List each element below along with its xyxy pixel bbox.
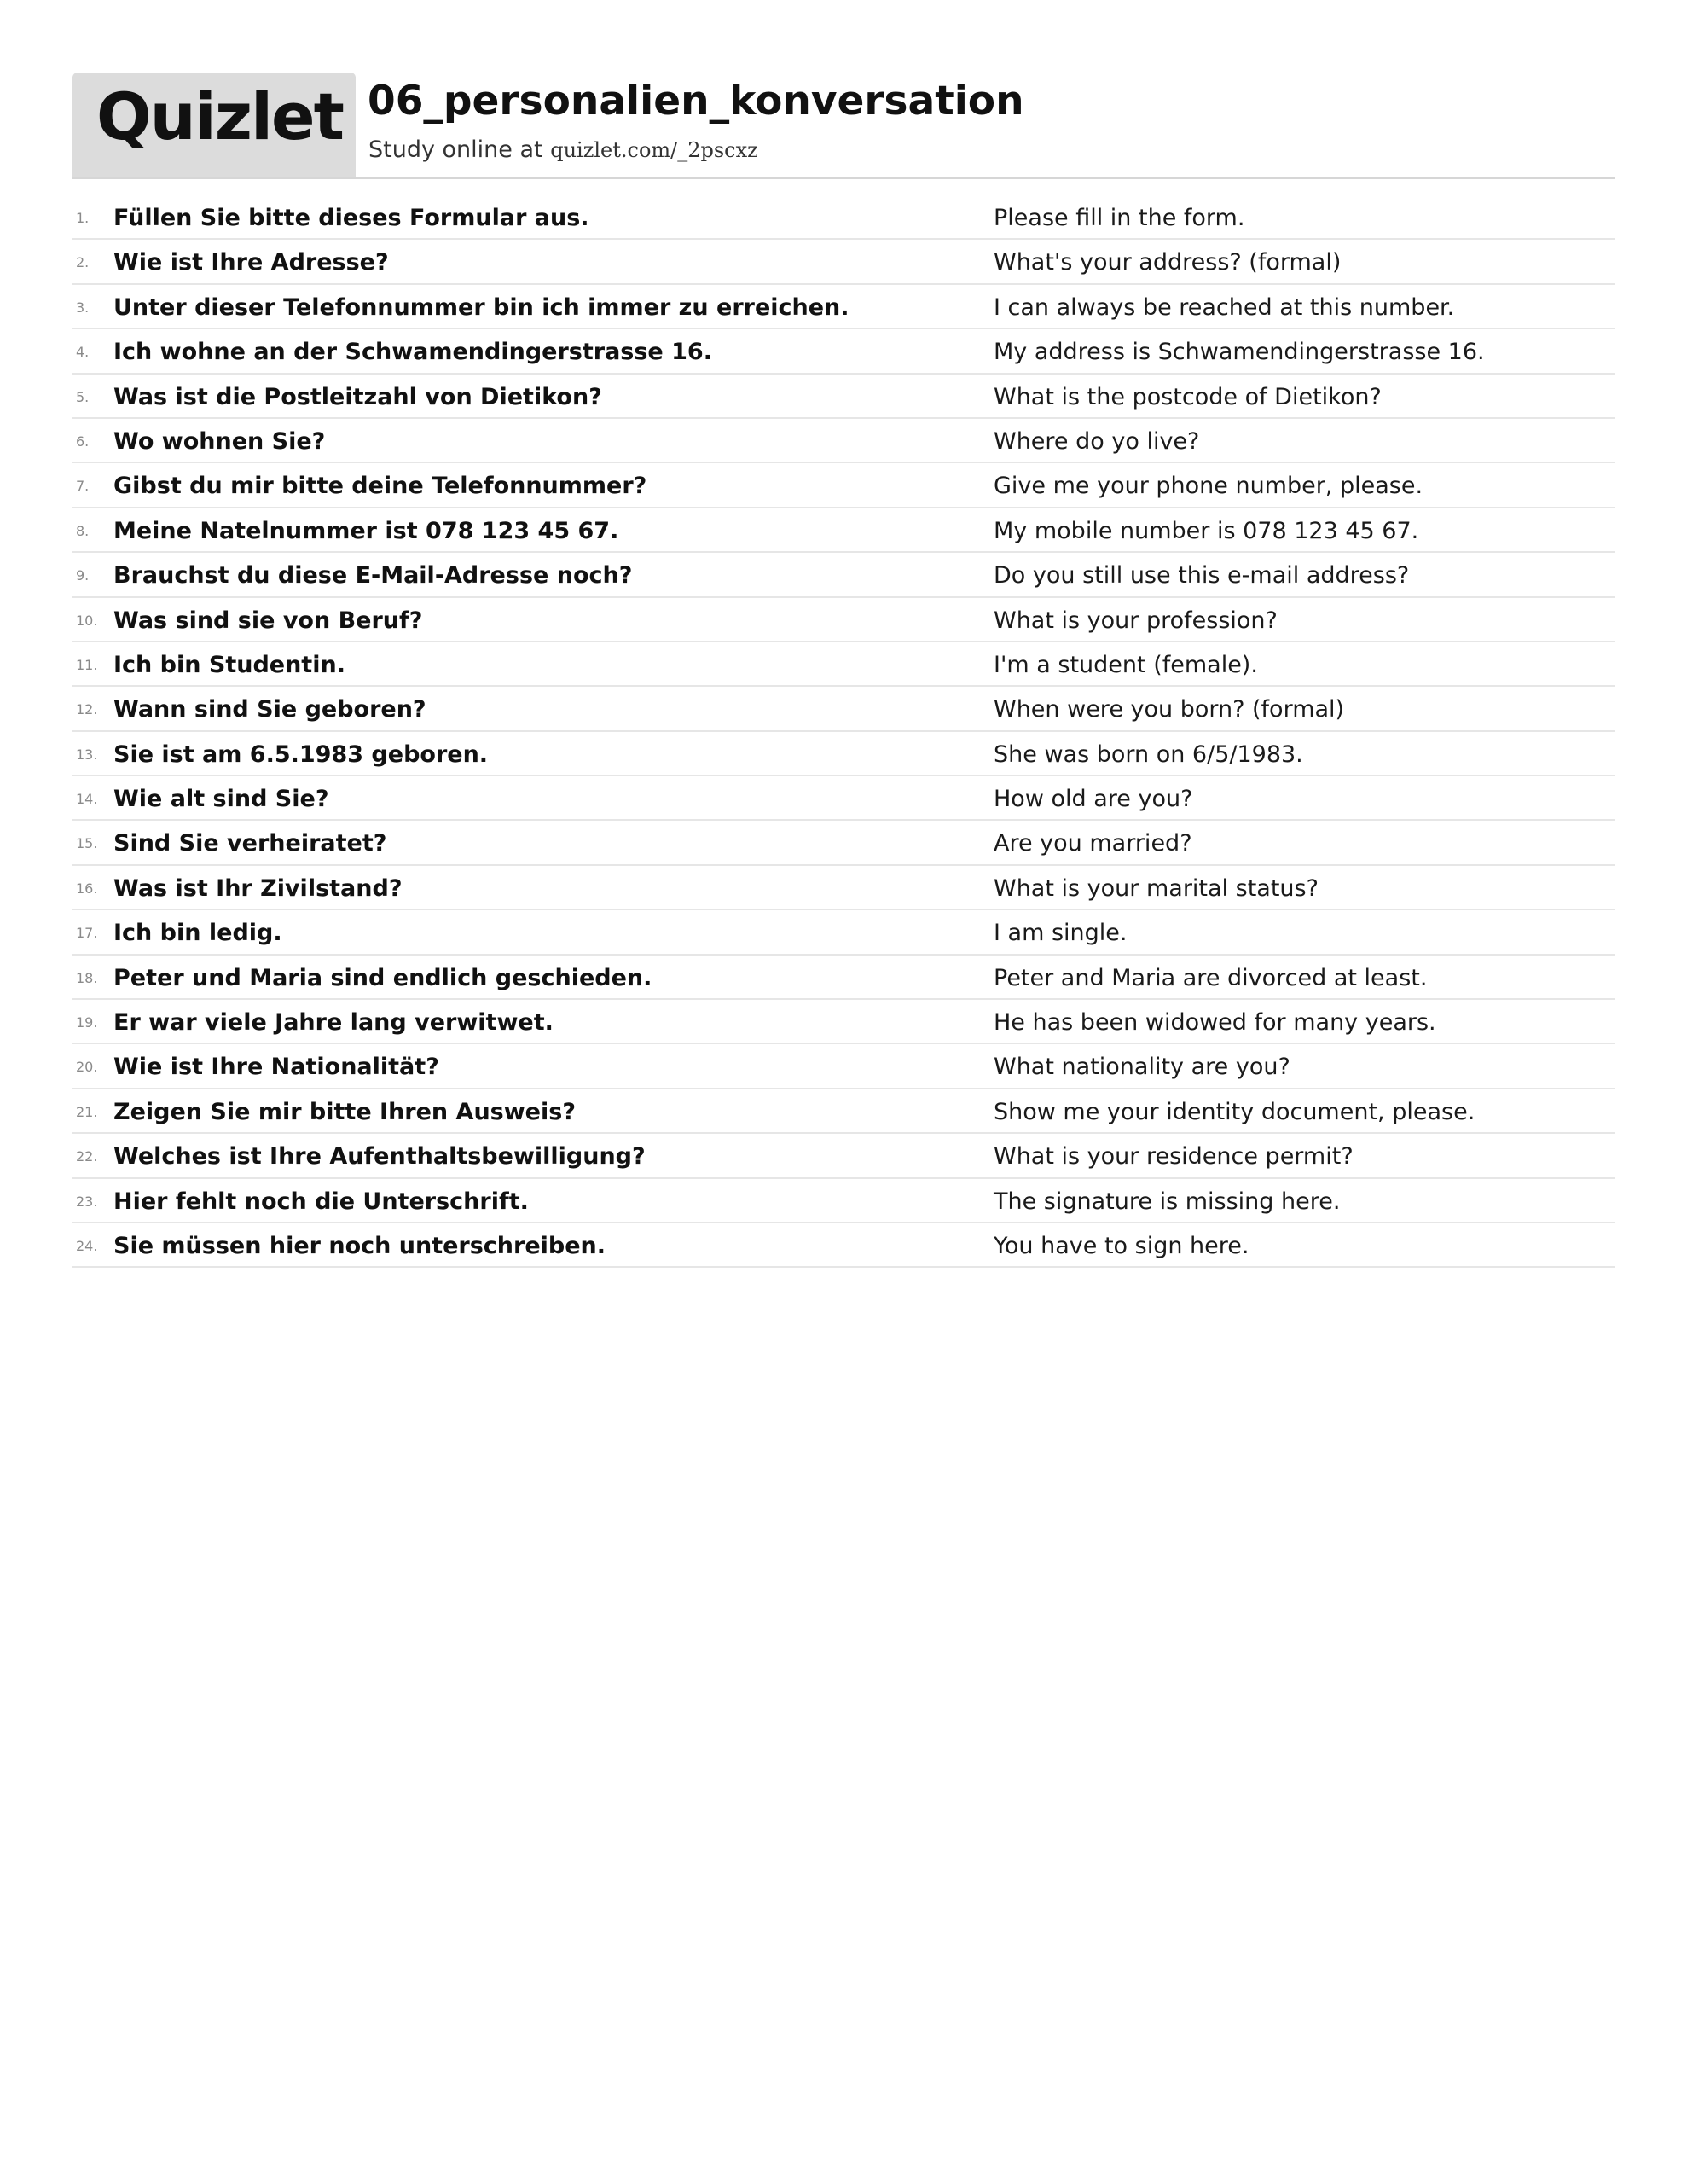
term-row — [72, 866, 1615, 910]
term-row — [72, 821, 1615, 865]
definition-text: She was born on 6/5/1983. — [994, 741, 1303, 768]
definition-text: When were you born? (formal) — [994, 696, 1345, 723]
term-row — [72, 598, 1615, 642]
definition-text: My address is Schwamendingerstrasse 16. — [994, 339, 1485, 366]
term-text: Wann sind Sie geboren? — [113, 696, 426, 723]
term-row — [72, 329, 1615, 374]
term-text: Ich wohne an der Schwamendingerstrasse 16. — [113, 339, 712, 366]
term-row — [72, 1000, 1615, 1044]
set-title: 06_personalien_konversation — [368, 78, 1024, 125]
term-text: Zeigen Sie mir bitte Ihren Ausweis? — [113, 1098, 576, 1125]
term-text: Peter und Maria sind endlich geschieden. — [113, 964, 652, 991]
term-row — [72, 1089, 1615, 1134]
term-text: Sie ist am 6.5.1983 geboren. — [113, 741, 489, 768]
term-number: 20. — [76, 1059, 98, 1076]
term-text: Wie ist Ihre Nationalität? — [113, 1054, 439, 1081]
term-row — [72, 910, 1615, 955]
term-row — [72, 195, 1615, 240]
term-text: Wie alt sind Sie? — [113, 786, 329, 813]
logo-text: Quizlet — [96, 78, 343, 154]
definition-text: What's your address? (formal) — [994, 249, 1342, 276]
definition-text: The signature is missing here. — [994, 1188, 1341, 1215]
term-text: Wie ist Ihre Adresse? — [113, 249, 389, 276]
term-row — [72, 375, 1615, 419]
term-number: 16. — [76, 880, 98, 897]
term-text: Was ist Ihr Zivilstand? — [113, 874, 403, 902]
term-row — [72, 687, 1615, 731]
term-number: 21. — [76, 1103, 98, 1120]
definition-text: My mobile number is 078 123 45 67. — [994, 517, 1419, 544]
term-number: 8. — [76, 522, 90, 539]
definition-text: What is your profession? — [994, 607, 1278, 634]
definition-text: Peter and Maria are divorced at least. — [994, 964, 1428, 991]
page-header — [72, 73, 1615, 179]
term-number: 1. — [76, 210, 90, 226]
term-number: 23. — [76, 1193, 98, 1210]
term-number: 14. — [76, 791, 98, 808]
definition-text: Show me your identity document, please. — [994, 1098, 1475, 1125]
definition-text: What is the postcode of Dietikon? — [994, 383, 1382, 410]
term-row — [72, 1179, 1615, 1223]
term-text: Er war viele Jahre lang verwitwet. — [113, 1009, 554, 1037]
term-row — [72, 776, 1615, 821]
term-number: 4. — [76, 344, 90, 361]
definition-text: Please fill in the form. — [994, 205, 1245, 231]
quizlet-logo[interactable] — [72, 73, 356, 177]
term-text: Sie müssen hier noch unterschreiben. — [113, 1232, 606, 1259]
term-list — [72, 195, 1615, 1268]
definition-text: Do you still use this e-mail address? — [994, 562, 1410, 590]
definition-text: How old are you? — [994, 786, 1193, 813]
definition-text: You have to sign here. — [994, 1232, 1249, 1259]
term-row — [72, 1134, 1615, 1178]
term-text: Meine Natelnummer ist 078 123 45 67. — [113, 517, 619, 544]
term-number: 6. — [76, 433, 90, 450]
term-row — [72, 1044, 1615, 1089]
term-number: 5. — [76, 388, 90, 405]
term-number: 11. — [76, 656, 98, 673]
term-text: Brauchst du diese E-Mail-Adresse noch? — [113, 562, 633, 590]
study-url-link[interactable]: quizlet.com/_2pscxz — [550, 138, 758, 162]
definition-text: I'm a student (female). — [994, 651, 1258, 678]
term-number: 24. — [76, 1237, 98, 1254]
term-number: 10. — [76, 612, 98, 629]
definition-text: He has been widowed for many years. — [994, 1009, 1436, 1037]
term-row — [72, 732, 1615, 776]
term-number: 22. — [76, 1148, 98, 1165]
term-row — [72, 642, 1615, 687]
study-prefix: Study online at — [368, 136, 551, 163]
term-number: 12. — [76, 701, 98, 718]
term-text: Was ist die Postleitzahl von Dietikon? — [113, 383, 602, 410]
term-number: 3. — [76, 299, 90, 316]
term-number: 15. — [76, 835, 98, 852]
definition-text: Are you married? — [994, 830, 1192, 857]
term-number: 13. — [76, 746, 98, 763]
term-text: Wo wohnen Sie? — [113, 427, 326, 455]
term-text: Welches ist Ihre Aufenthaltsbewilligung? — [113, 1143, 646, 1170]
term-row — [72, 419, 1615, 463]
term-text: Ich bin ledig. — [113, 920, 282, 947]
definition-text: What nationality are you? — [994, 1054, 1290, 1081]
term-text: Was sind sie von Beruf? — [113, 607, 423, 634]
study-online-line — [368, 136, 758, 164]
term-row — [72, 508, 1615, 553]
term-number: 9. — [76, 567, 90, 584]
term-number: 7. — [76, 478, 90, 495]
term-number: 2. — [76, 254, 90, 271]
term-text: Unter dieser Telefonnummer bin ich immer zu erreichen. — [113, 293, 849, 321]
term-text: Sind Sie verheiratet? — [113, 830, 387, 857]
term-text: Ich bin Studentin. — [113, 651, 345, 678]
term-row — [72, 240, 1615, 284]
term-row — [72, 553, 1615, 597]
definition-text: What is your marital status? — [994, 874, 1319, 902]
term-number: 17. — [76, 925, 98, 942]
term-row — [72, 463, 1615, 508]
term-row — [72, 1223, 1615, 1268]
term-row — [72, 956, 1615, 1000]
term-number: 18. — [76, 969, 98, 986]
term-text: Hier fehlt noch die Unterschrift. — [113, 1188, 529, 1215]
term-text: Gibst du mir bitte deine Telefonnummer? — [113, 473, 647, 500]
term-number: 19. — [76, 1014, 98, 1031]
definition-text: I can always be reached at this number. — [994, 293, 1455, 321]
definition-text: I am single. — [994, 920, 1128, 947]
definition-text: What is your residence permit? — [994, 1143, 1354, 1170]
definition-text: Where do yo live? — [994, 427, 1200, 455]
definition-text: Give me your phone number, please. — [994, 473, 1423, 500]
term-row — [72, 285, 1615, 329]
term-text: Füllen Sie bitte dieses Formular aus. — [113, 205, 589, 231]
